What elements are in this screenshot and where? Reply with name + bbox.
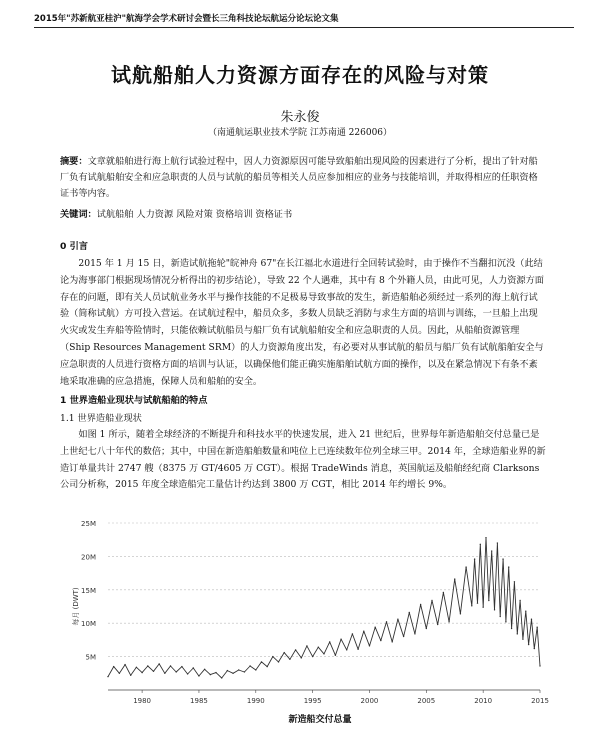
y-tick-label: 20M [81,553,96,562]
data-point [238,669,239,670]
data-point [474,558,475,559]
data-point [454,578,455,579]
data-point [107,676,108,677]
data-point [153,671,154,672]
data-point [409,612,410,613]
data-point [380,640,381,641]
data-point [534,648,535,649]
deliveries-chart [70,515,550,710]
data-point [187,673,188,674]
data-point [193,667,194,668]
data-point [170,665,171,666]
data-point [176,671,177,672]
data-point [210,674,211,675]
data-point [204,669,205,670]
data-point [340,639,341,640]
data-point [431,600,432,601]
data-point [420,604,421,605]
data-point [426,628,427,629]
data-point [261,661,262,662]
data-point [437,624,438,625]
data-point [414,633,415,634]
data-point [460,613,461,614]
data-point [244,671,245,672]
data-point [272,656,273,657]
data-point [147,665,148,666]
journal-header: 2015年"苏新航亚桂沪"航海学会学术研讨会暨长三角科技论坛航运分论坛论文集 [34,14,339,24]
data-point [465,566,466,567]
data-point [491,550,492,551]
y-tick-label: 25M [81,520,96,528]
section-0-heading: 0 引言 [60,241,88,252]
data-point [164,673,165,674]
data-point [397,618,398,619]
data-point [403,636,404,637]
keywords-text: 试航船舶 人力资源 风险对策 资格培训 资格证书 [96,209,293,220]
data-point [502,558,503,559]
data-point [295,649,296,650]
abstract [60,154,546,202]
data-point [335,655,336,656]
chart-caption: 新造船交付总量 [288,715,352,725]
section-1-1-heading: 1.1 世界造船业现状 [60,413,142,424]
x-tick-label: 2005 [417,697,436,705]
data-point [374,627,375,628]
data-point [227,670,228,671]
data-point [284,652,285,653]
keywords [60,207,546,223]
data-point [215,672,216,673]
section-1-heading: 1 世界造船业现状与试航船舶的特点 [60,395,208,406]
data-point [346,649,347,650]
data-point [508,566,509,567]
data-point [500,616,501,617]
y-tick-label: 15M [81,586,96,595]
data-point [130,675,131,676]
data-point [119,673,120,674]
x-tick-label: 1990 [246,697,265,705]
data-point [323,653,324,654]
data-point [301,657,302,658]
data-point [289,659,290,660]
data-point [312,656,313,657]
data-point [357,649,358,650]
x-tick-label: 2015 [531,697,549,705]
data-point [443,592,444,593]
data-point [539,665,540,666]
data-point [136,667,137,668]
data-point [249,665,250,666]
data-point [482,606,483,607]
data-point [525,610,526,611]
data-point [198,675,199,676]
data-point [511,628,512,629]
data-point [386,621,387,622]
data-point [221,677,222,678]
abstract-text: 文章就船舶进行海上航行试验过程中，因人力资源原因可能导致船舶出现风险的因素进行了分析，提出了针对船厂负有试航船舶安全和应急职责的人员与试航的船员等相关人员应参加相应的业务与技能培训，并取得相应的任职资格证书等内容。 [60,156,538,199]
data-point [255,669,256,670]
x-tick-label: 2010 [474,697,493,705]
data-point [480,544,481,545]
data-point [306,645,307,646]
data-point [494,609,495,610]
data-point [329,641,330,642]
data-point [158,663,159,664]
data-point [181,666,182,667]
x-tick-label: 1980 [133,697,152,705]
data-point [528,644,529,645]
data-point [514,581,515,582]
data-point [141,672,142,673]
data-point [369,645,370,646]
data-point [497,542,498,543]
paper-title: 试航船舶人力资源方面存在的风险与对策 [111,63,489,87]
header-rule [34,27,574,28]
affiliation: （南通航运职业技术学院 江苏南通 226006） [207,128,393,138]
data-point [124,664,125,665]
data-point [517,633,518,634]
data-point [536,627,537,628]
data-point [448,621,449,622]
intro-paragraph: 2015 年 1 月 15 日，新造试航拖轮"皖神舟 67"在长江福北水道进行全回转试验时，由于操作不当翻扣沉没（此结论为海事部门根据现场情况分析得出的初步结论），导致 22 个人遇难，其中有 8 个外籍人员，由此可见，人力资源方面存在的问题，即有关人员试航业务水平与操作技能的不足极易导致事故的发生，新造船舶必须经过一系列的海上航行试验（简称试航）方可投入营运。在试航过程中，船员众多，多数人员缺乏消防与求生方面的培训与训练，一旦船上出现火灾或发生弃船等险情时，只能依赖试航船员与船厂负有试航船舶安全和应急职责的人员。因此，从船舶资源管理（Ship Resources Management SRM）的人力资源角度出发，有必要对从事试航的船员与船厂负有试航船舶安全与应急职责的人员进行资格方面的培训与认证，以确保他们能正确实施船舶试航方面的操作，以及在紧急情况下有条不紊地采取准确的应急措施，保障人员和船舶的安全。 [60,258,544,387]
data-point [392,641,393,642]
data-point [266,666,267,667]
paragraph-1-1: 如图 1 所示，随着全球经济的不断提升和科技水平的快速发展，进入 21 世纪后，世界每年新造船舶交付总量已是上世纪七八十年代的数倍；其中，中国在新造船舶数量和吨位上已连续数年位列全球三甲。2014 年，全球造船业界的新造订单量共计 2747 艘（8375 万 GT/4605 万 CGT）。根据 TradeWinds 消息，英国航运及船舶经纪商 Clarksons 公司分析称，2015 年度全球造船完工量估计约达到 3800 万 CGT，相比 2014 年约增长 9%。 [60,429,546,491]
data-point [531,618,532,619]
data-point [363,631,364,632]
y-axis-label: 每月 (DWT) [72,587,80,626]
keywords-label: 关键词： [60,209,97,220]
x-tick-label: 2000 [360,697,379,705]
data-point [477,602,478,603]
author: 朱永俊 [280,110,320,125]
x-tick-label: 1995 [303,697,322,705]
data-point [471,605,472,606]
data-point [505,621,506,622]
data-point [113,666,114,667]
data-point [232,673,233,674]
data-point [522,639,523,640]
data-point [278,661,279,662]
x-tick-label: 1985 [190,697,208,705]
data-point [318,647,319,648]
y-tick-label: 5M [85,653,96,662]
data-point [488,600,489,601]
data-point [485,537,486,538]
abstract-label: 摘要： [60,156,88,167]
y-tick-label: 10M [81,620,96,629]
data-point [519,600,520,601]
data-point [352,633,353,634]
